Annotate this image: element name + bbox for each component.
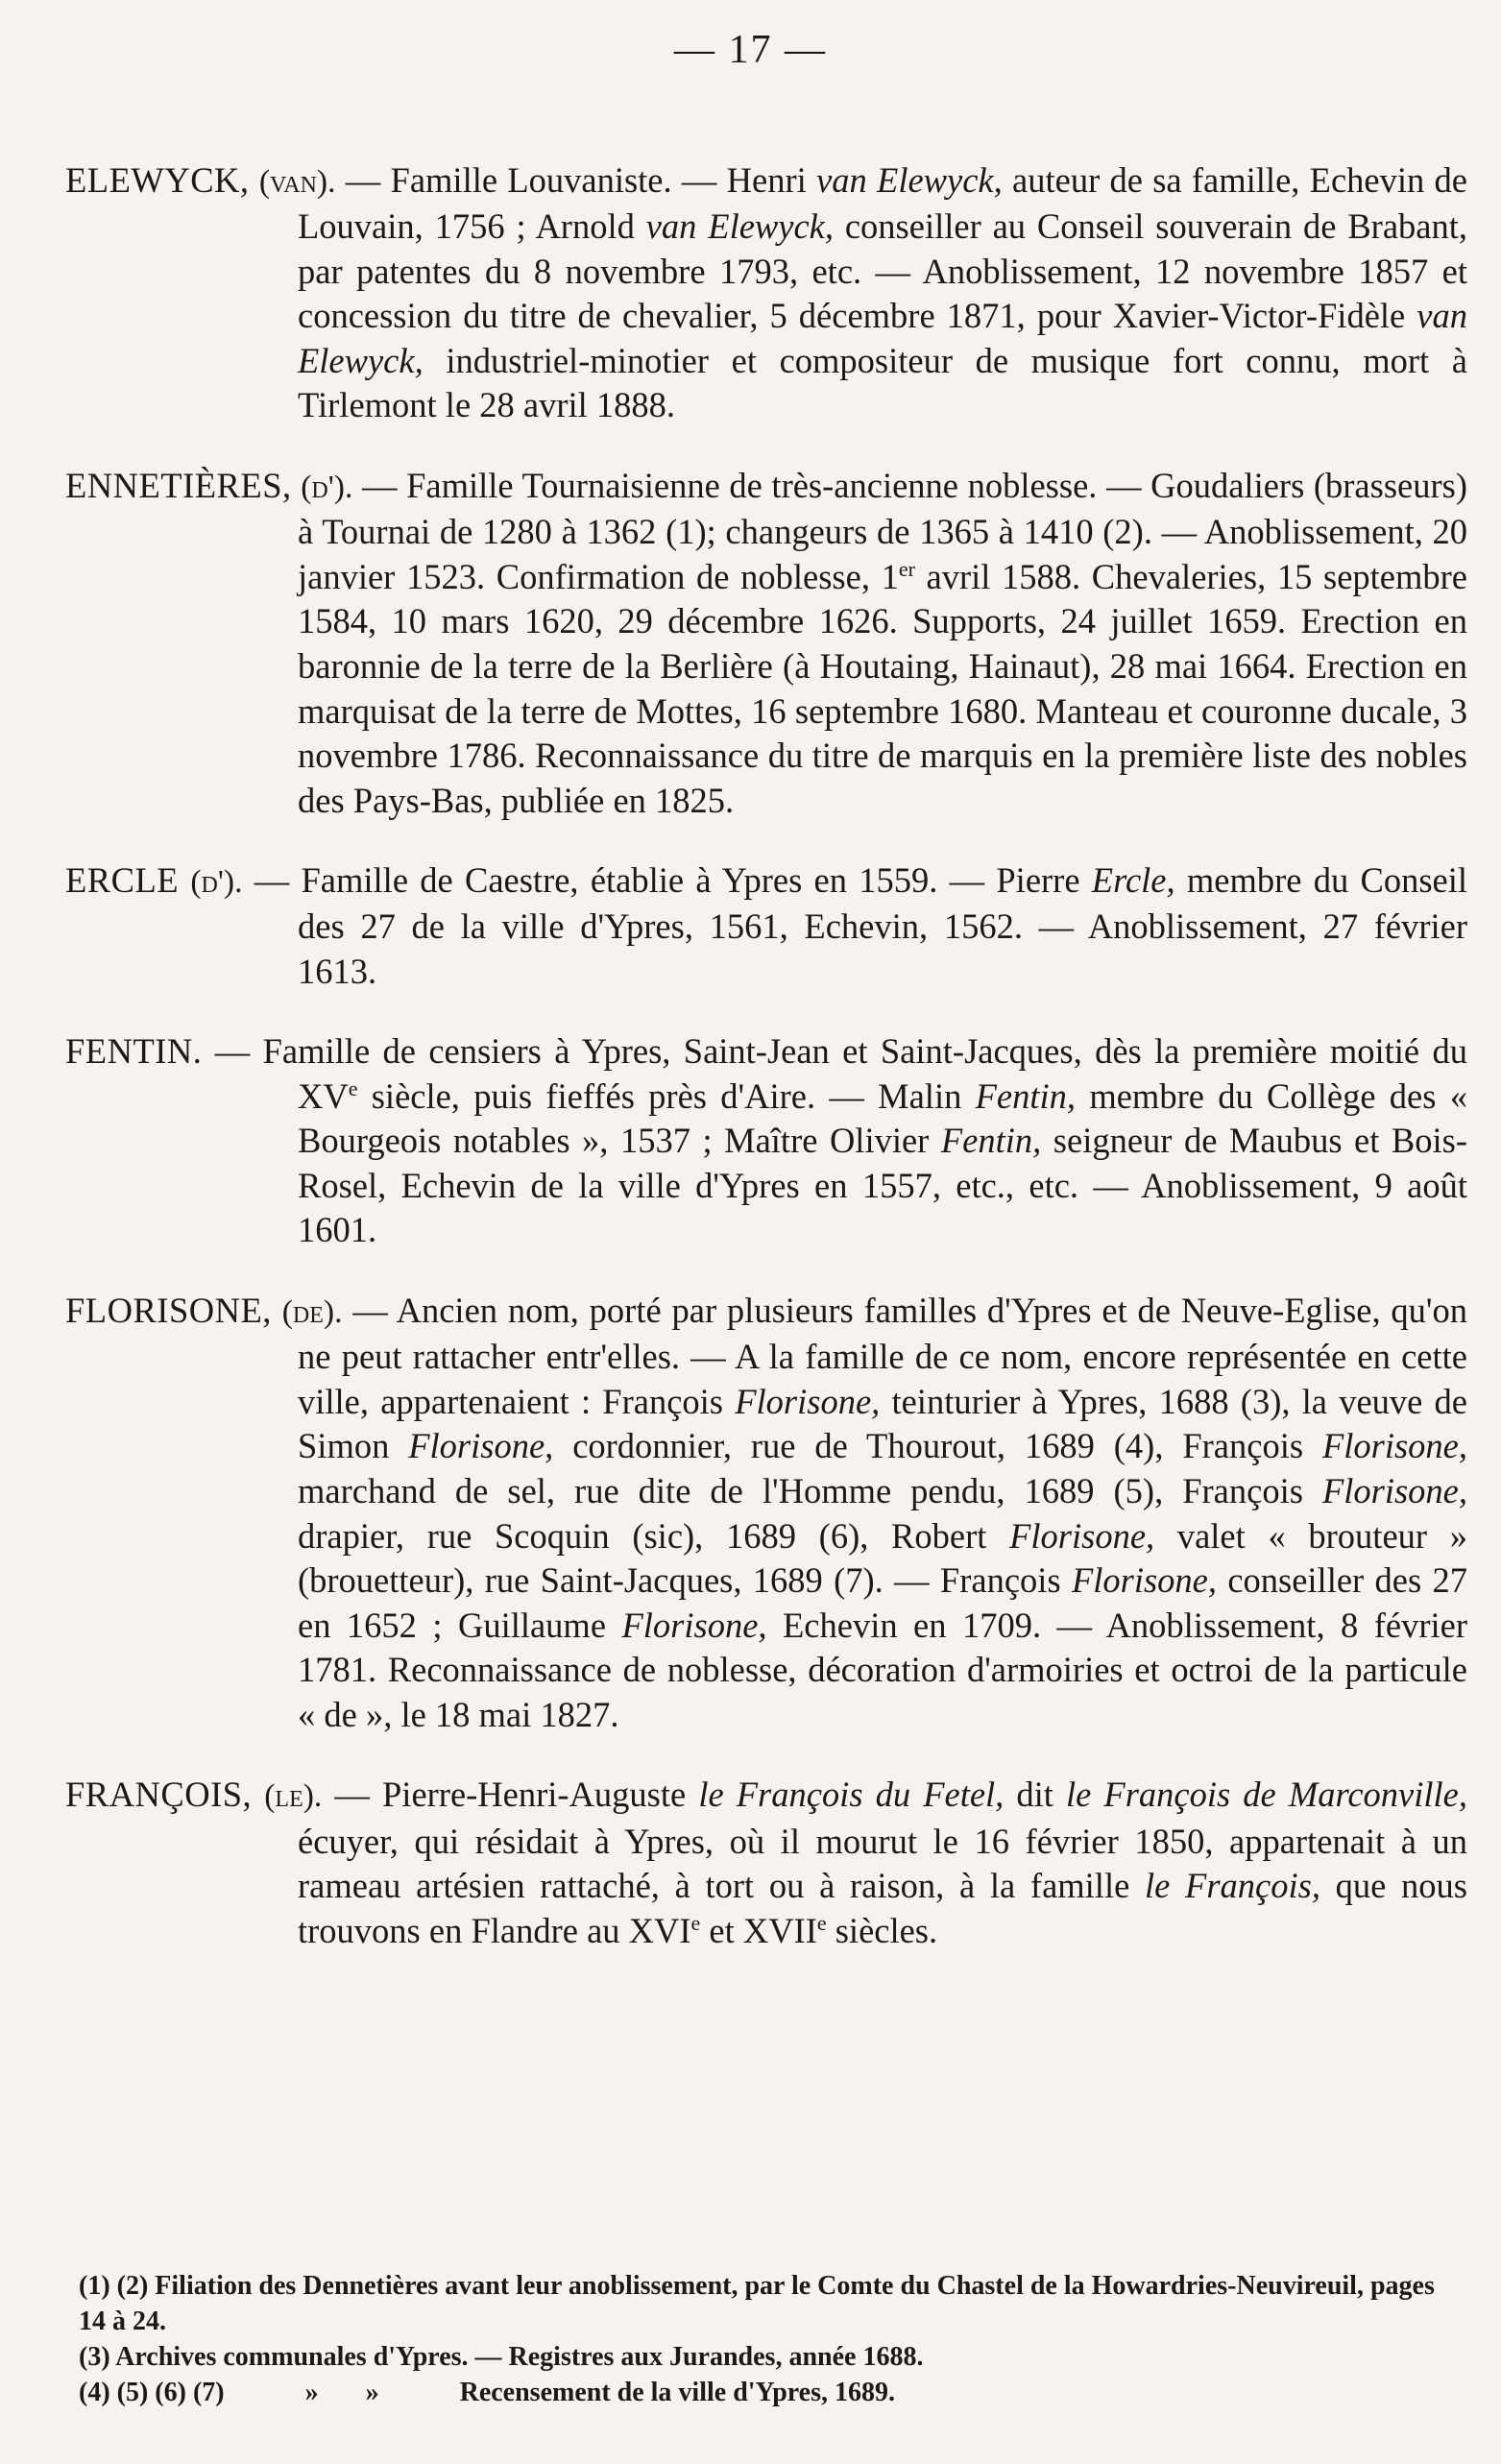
entry-text: siècle, puis fieffés près d'Aire. — Malin [357, 1075, 976, 1116]
italic-name: van Elewyck, [298, 296, 1467, 380]
footnote-4-7 [79, 2375, 1467, 2410]
italic-name: Florisone, [621, 1605, 767, 1645]
entry-text: — Famille Tournaisienne de très-ancienne noblesse. — Goudaliers (brasseurs) à Tournai de 1280 à 1362 (1); changeurs de 1365 à 1410 (2). — Anoblissement, 20 janvier 1523. Confirmation de noblesse, 1 [298, 465, 1468, 596]
entry-text: seigneur de Maubus et Bois-Rosel, Echevin de la ville d'Ypres en 1557, etc., etc. — Anoblissement, 9 août 1601. [298, 1121, 1468, 1250]
italic-name: Florisone, [1009, 1515, 1155, 1556]
entry-particle: (d'). [301, 469, 353, 505]
entry-text: conseiller au Conseil souverain de Brabant, par patentes du 8 novembre 1793, etc. — Anoblissement, 12 novembre 1857 et concession du titre de chevalier, 5 décembre 1871, pour Xavier-Victor-Fidèle [298, 206, 1467, 336]
entry-text: — Famille de censiers à Ypres, Saint-Jean et Saint-Jacques, dès la première moitié du XV [202, 1031, 1467, 1116]
entry-name: ELEWYCK, [65, 159, 250, 200]
entry-text: — Famille Louvaniste. — Henri [335, 159, 817, 200]
italic-name: Florisone, [1321, 1426, 1467, 1466]
entry-fentin [65, 1029, 1467, 1253]
entry-text: dit [1004, 1775, 1066, 1814]
footnote-text: Recensement de la ville d'Ypres, 1689. [459, 2378, 896, 2407]
superscript: er [898, 556, 915, 581]
entry-list [65, 123, 1467, 1982]
footnote-ditto: » » [304, 2378, 379, 2407]
entry-name: ENNETIÈRES, [65, 465, 292, 505]
italic-name: le François de Marconville, [1066, 1775, 1467, 1814]
entry-text: siècles. [826, 1910, 938, 1950]
footnote-text: Filiation des Dennetières avant leur anoblissement, par le Comte du Chastel de la Howardries-Neuvireuil, pages 14 à 24. [79, 2271, 1435, 2336]
entry-text: conseiller des 27 en 1652 ; Guillaume [298, 1560, 1467, 1645]
footnote-refs: (1) (2) [79, 2271, 149, 2301]
italic-name: Florisone, [735, 1381, 881, 1421]
entry-ennetières [65, 464, 1467, 824]
entry-text: — Famille de Caestre, établie à Ypres en 1559. — Pierre [242, 859, 1092, 900]
footnote-refs: (3) [79, 2342, 110, 2372]
entry-text: écuyer, qui résidait à Ypres, où il mourut le 16 février 1850, appartenait à un rameau artésien rattaché, à tort ou à raison, à la famille [298, 1821, 1467, 1906]
footnote-text: Archives communales d'Ypres. — Registres aux Jurandes, année 1688. [115, 2342, 924, 2372]
entry-text: teinturier à Ypres, 1688 (3), la veuve de Simon [298, 1381, 1467, 1466]
entry-name: FRANÇOIS, [65, 1775, 253, 1814]
entry-text: que nous trouvons en Flandre au XVI [298, 1866, 1468, 1950]
entry-name: FENTIN. [65, 1031, 203, 1072]
superscript: e [690, 1910, 701, 1935]
footnote-3 [79, 2339, 1467, 2375]
entry-particle: (de). [281, 1293, 343, 1330]
entry-florisone [65, 1289, 1467, 1738]
italic-name: Florisone, [1071, 1560, 1217, 1601]
entry-name: ERCLE [65, 859, 180, 900]
italic-name: Florisone, [1321, 1470, 1467, 1510]
entry-ercle [65, 858, 1467, 995]
italic-name: Florisone, [408, 1426, 554, 1466]
entry-text: cordonnier, rue de Thourout, 1689 (4), François [553, 1426, 1322, 1466]
entry-text: membre du Collège des « Bourgeois notables », 1537 ; Maître Olivier [298, 1075, 1467, 1161]
italic-name: le François du Fetel, [698, 1775, 1005, 1814]
superscript: e [348, 1075, 358, 1100]
entry-text: membre du Conseil des 27 de la ville d'Ypres, 1561, Echevin, 1562. — Anoblissement, 27 février 1613. [298, 859, 1468, 991]
italic-name: van Elewyck, [645, 206, 834, 247]
entry-particle: (van). [258, 163, 336, 200]
entry-text: avril 1588. Chevaleries, 15 septembre 1584, 10 mars 1620, 29 décembre 1626. Supports, 24 juillet 1659. Erection en baronnie de la terre de la Berlière (à Houtaing, Hainaut), 28 mai 1664. Erection en marquisat de la terre de Mottes, 16 septembre 1680. Manteau et couronne ducale, 3 novembre 1786. Reconnaissance du titre de marquis en la première liste des nobles des Pays-Bas, publiée en 1825. [298, 556, 1467, 820]
italic-name: Fentin, [975, 1075, 1077, 1116]
entry-particle: (le). [264, 1778, 323, 1814]
entry-text: Echevin en 1709. — Anoblissement, 8 février 1781. Reconnaissance de noblesse, décoration d'armoiries et octroi de la particule « de », le 18 mai 1827. [298, 1605, 1467, 1734]
entry-text: drapier, rue Scoquin (sic), 1689 (6), Robert [298, 1515, 1010, 1556]
footnotes [79, 2268, 1467, 2410]
italic-name: Fentin, [940, 1121, 1042, 1161]
entry-text: valet « brouteur » (brouetteur), rue Saint-Jacques, 1689 (7). — François [298, 1515, 1467, 1601]
italic-name: Ercle, [1091, 859, 1175, 900]
superscript: e [816, 1910, 827, 1935]
footnote-refs: (4) (5) (6) (7) [79, 2378, 225, 2407]
entry-text: industriel-minotier et compositeur de musique fort connu, mort à Tirlemont le 28 avril 1888. [298, 340, 1467, 425]
italic-name: van Elewyck, [816, 159, 1003, 200]
entry-particle: (d'). [190, 863, 243, 900]
entry-name: FLORISONE, [65, 1290, 272, 1330]
entry-text: — Pierre-Henri-Auguste [322, 1775, 699, 1814]
page-number: — 17 — [674, 28, 827, 72]
entry-françois [65, 1773, 1467, 1953]
entry-text: marchand de sel, rue dite de l'Homme pendu, 1689 (5), François [298, 1470, 1322, 1510]
footnote-1-2 [79, 2268, 1467, 2339]
italic-name: le François, [1145, 1866, 1320, 1906]
entry-text: — Ancien nom, porté par plusieurs familles d'Ypres et de Neuve-Eglise, qu'on ne peut rattacher entr'elles. — A la famille de ce nom, encore représentée en cette ville, appartenaient : François [298, 1290, 1467, 1421]
entry-text: et XVII [700, 1910, 817, 1950]
entry-text: auteur de sa famille, Echevin de Louvain, 1756 ; Arnold [298, 159, 1467, 247]
entry-elewyck [65, 158, 1467, 429]
